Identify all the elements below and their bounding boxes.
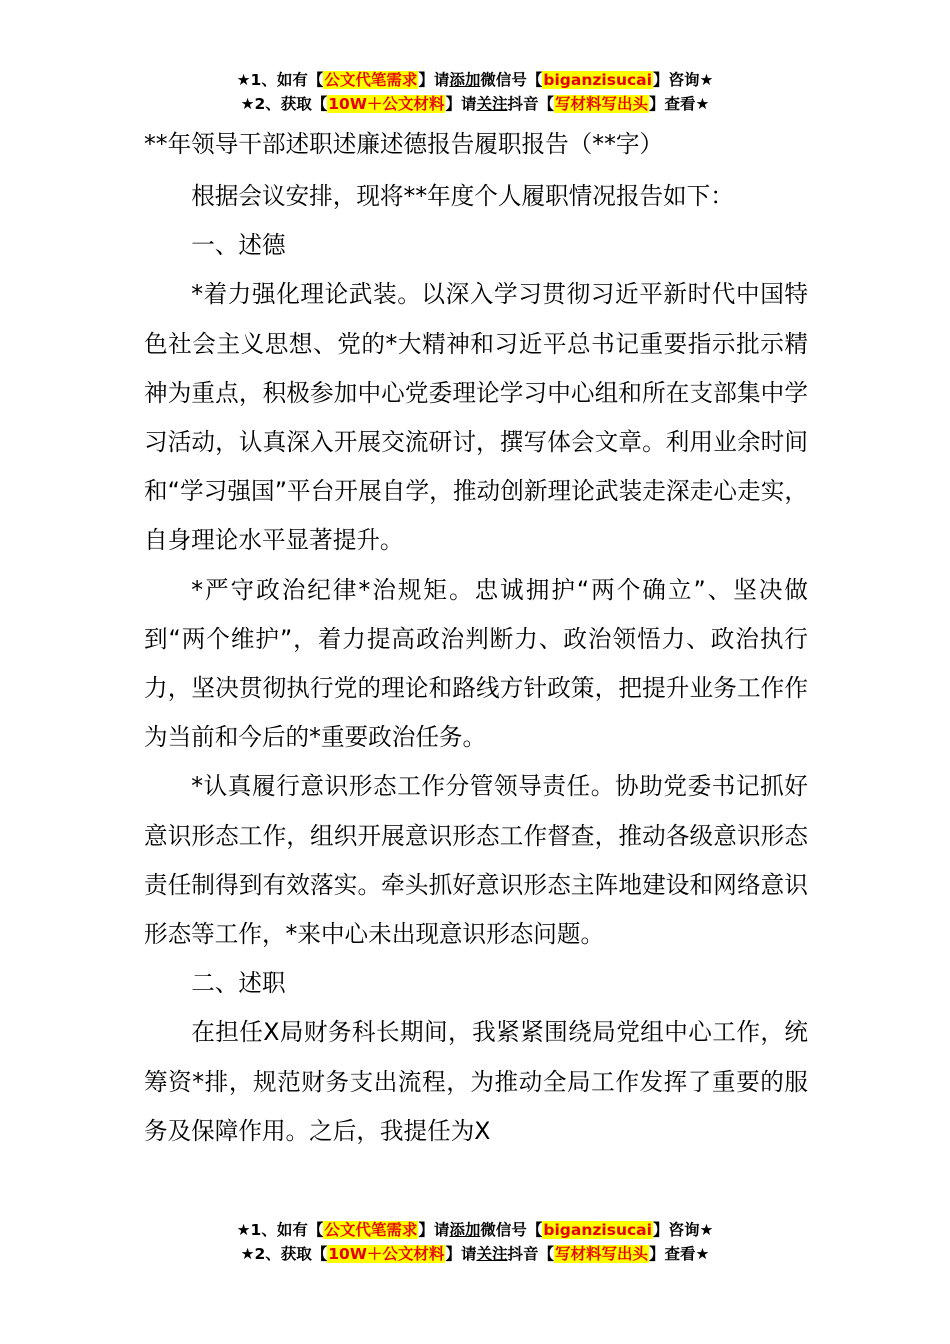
banner-text: 】请 bbox=[418, 1221, 450, 1239]
banner-underline: 添加 bbox=[449, 71, 481, 89]
bottom-banner-line-1 bbox=[0, 1218, 950, 1242]
banner-text: ★1、如有【 bbox=[236, 1221, 324, 1239]
banner-text: 】请 bbox=[445, 1245, 477, 1263]
banner-underline: 关注 bbox=[476, 1245, 508, 1263]
paragraph-4: 在担任X局财务科长期间，我紧紧围绕局党组中心工作，统筹资*排，规范财务支出流程，为推动全局工作发挥了重要的服务及保障作用。之后，我提任为X bbox=[144, 1018, 808, 1145]
banner-highlight: 公文代笔需求 bbox=[324, 71, 418, 89]
bottom-banner-line-2 bbox=[0, 1242, 950, 1266]
banner-text: 】请 bbox=[445, 95, 477, 113]
banner-text: ★2、获取【 bbox=[240, 95, 328, 113]
banner-text: 抖音【 bbox=[507, 1245, 554, 1263]
banner-highlight: 公文代笔需求 bbox=[324, 1221, 418, 1239]
banner-text: ★1、如有【 bbox=[236, 71, 324, 89]
document-title: **年领导干部述职述廉述德报告履职报告（**字） bbox=[144, 130, 664, 158]
banner-underline: 添加 bbox=[449, 1221, 481, 1239]
banner-text: 微信号【 bbox=[480, 1221, 543, 1239]
banner-highlight-douyin: 写材料写出头 bbox=[554, 95, 648, 113]
banner-text: ★2、获取【 bbox=[240, 1245, 328, 1263]
banner-highlight: 10W＋公文材料 bbox=[328, 1245, 445, 1263]
banner-text: 】咨询★ bbox=[652, 1221, 714, 1239]
document-body bbox=[144, 172, 808, 1156]
top-banner-line-1 bbox=[0, 68, 950, 92]
banner-text: 】查看★ bbox=[649, 1245, 710, 1263]
banner-highlight: 10W＋公文材料 bbox=[328, 95, 445, 113]
paragraph-1: *着力强化理论武装。以深入学习贯彻习近平新时代中国特色社会主义思想、党的*大精神和习近平总书记重要指示批示精神为重点，积极参加中心党委理论学习中心组和所在支部集中学习活动，认真深入开展交流研讨，撰写体会文章。利用业余时间和“学习强国”平台开展自学，推动创新理论武装走深走心走实，自身理论水平显著提升。 bbox=[144, 280, 808, 555]
intro-paragraph: 根据会议安排，现将**年度个人履职情况报告如下： bbox=[191, 182, 734, 210]
banner-highlight-wechat-id: biganzisucai bbox=[543, 1221, 652, 1239]
paragraph-2: *严守政治纪律*治规矩。忠诚拥护“两个确立”、坚决做到“两个维护”，着力提高政治判断力、政治领悟力、政治执行力，坚决贯彻执行党的理论和路线方针政策，把提升业务工作作为当前和今后的*重要政治任务。 bbox=[144, 575, 808, 752]
banner-text: 抖音【 bbox=[507, 95, 554, 113]
banner-highlight-douyin: 写材料写出头 bbox=[554, 1245, 648, 1263]
paragraph-3: *认真履行意识形态工作分管领导责任。协助党委书记抓好意识形态工作，组织开展意识形态工作督查，推动各级意识形态责任制得到有效落实。牵头抓好意识形态主阵地建设和网络意识形态等工作，*来中心未出现意识形态问题。 bbox=[144, 772, 808, 949]
banner-underline: 关注 bbox=[476, 95, 508, 113]
banner-text: 】查看★ bbox=[649, 95, 710, 113]
section-heading-2: 二、述职 bbox=[191, 969, 286, 998]
section-heading-1: 一、述德 bbox=[191, 231, 286, 260]
banner-text: 】请 bbox=[418, 71, 450, 89]
banner-text: 】咨询★ bbox=[652, 71, 714, 89]
banner-highlight-wechat-id: biganzisucai bbox=[543, 71, 652, 89]
top-banner-line-2 bbox=[0, 92, 950, 116]
banner-text: 微信号【 bbox=[480, 71, 543, 89]
